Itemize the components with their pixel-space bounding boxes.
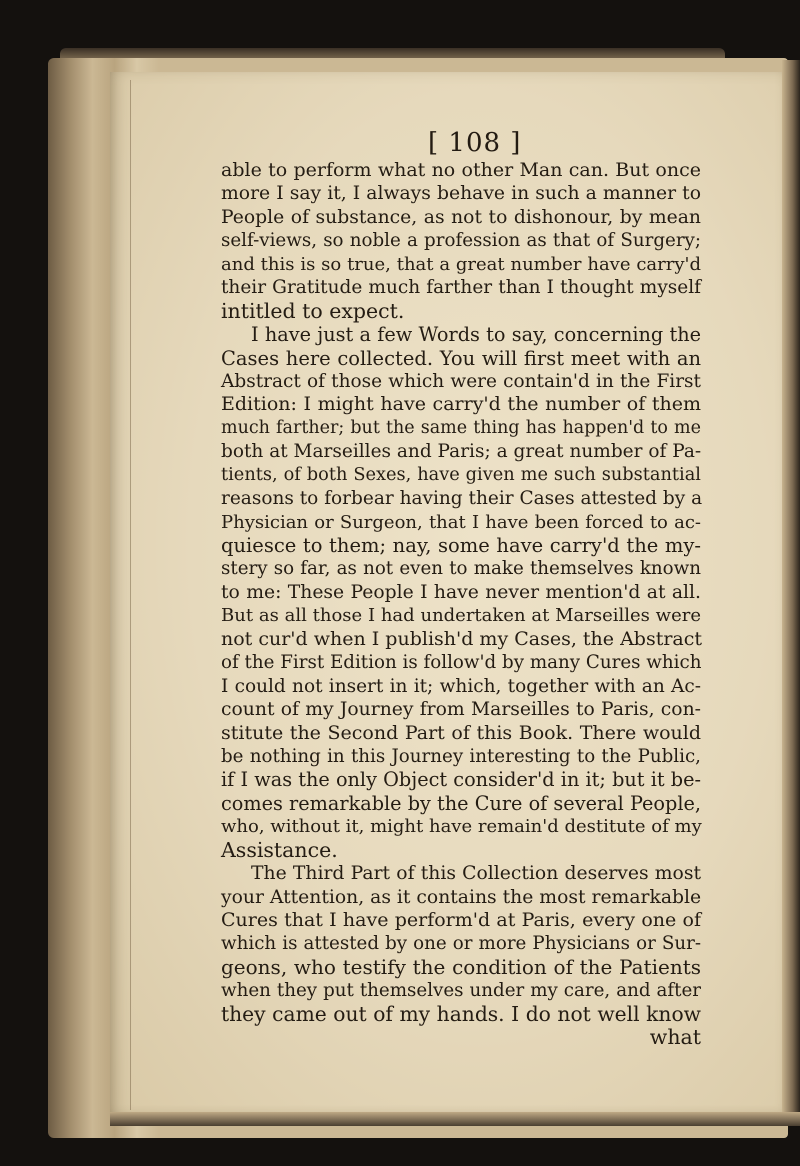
text-line: Assistance. <box>221 837 338 862</box>
text-line: to me: These People I have never mention'd at all. <box>221 581 701 603</box>
text-line: Physician or Surgeon, that I have been forced to ac- <box>221 511 701 533</box>
text-line: more I say it, I always behave in such a manner to <box>221 183 701 205</box>
body-text <box>221 159 701 1050</box>
text-line: But as all those I had undertaken at Marseilles were <box>221 605 701 627</box>
text-line: I have just a few Words to say, concerning the <box>251 323 701 347</box>
text-line: not cur'd when I publish'd my Cases, the Abstract <box>221 627 703 650</box>
right-page-rim <box>782 60 800 1120</box>
text-line: comes remarkable by the Cure of several People, <box>221 791 701 815</box>
text-line: Cases here collected. You will first meet with an <box>221 346 701 370</box>
text-line: count of my Journey from Marseilles to Paris, con- <box>221 699 701 721</box>
text-line: much farther; but the same thing has happen'd to me <box>221 417 701 438</box>
text-line: they came out of my hands. I do not well know <box>221 1001 701 1026</box>
text-line: who, without it, might have remain'd destitute of my <box>221 816 702 838</box>
text-line: and this is so true, that a great number have carry'd <box>221 253 701 275</box>
gutter-line <box>130 80 131 1110</box>
text-line: Cures that I have perform'd at Paris, every one of <box>221 909 701 931</box>
text-line: reasons to forbear having their Cases attested by a <box>221 488 703 510</box>
text-line: of the First Edition is follow'd by many Cures which <box>221 652 702 674</box>
bottom-page-rim <box>110 1112 800 1126</box>
text-line: which is attested by one or more Physicians or Sur- <box>221 933 701 955</box>
text-line: tients, of both Sexes, have given me such substantial <box>221 464 701 485</box>
text-line: stery so far, as not even to make themselves known <box>221 558 701 580</box>
text-line: be nothing in this Journey interesting to the Public, <box>221 745 701 767</box>
text-line: if I was the only Object consider'd in it; but it be- <box>221 768 701 792</box>
text-line: Abstract of those which were contain'd in the First <box>221 370 701 392</box>
text-line: I could not insert in it; which, together with an Ac- <box>221 675 701 697</box>
text-line: both at Marseilles and Paris; a great number of Pa- <box>221 441 702 463</box>
text-line: intitled to expect. <box>221 298 405 323</box>
text-line: your Attention, as it contains the most remarkable <box>221 886 702 908</box>
text-line: People of substance, as not to dishonour, by mean <box>221 206 701 228</box>
text-line: their Gratitude much farther than I thought myself <box>221 277 701 299</box>
text-line: self-views, so noble a profession as that of Surgery; <box>221 230 701 252</box>
text-line: geons, who testify the condition of the Patients <box>221 954 701 979</box>
catchword: what <box>649 1025 701 1050</box>
text-line: when they put themselves under my care, and after <box>221 980 701 1002</box>
text-line: Edition: I might have carry'd the number of them <box>221 393 701 416</box>
text-line: quiesce to them; nay, some have carry'd the my- <box>221 534 701 557</box>
page-number: [ 108 ] <box>428 128 522 158</box>
text-line: The Third Part of this Collection deserves most <box>251 863 701 885</box>
text-line: able to perform what no other Man can. But once <box>221 159 701 181</box>
text-line: stitute the Second Part of this Book. There would <box>221 721 701 744</box>
